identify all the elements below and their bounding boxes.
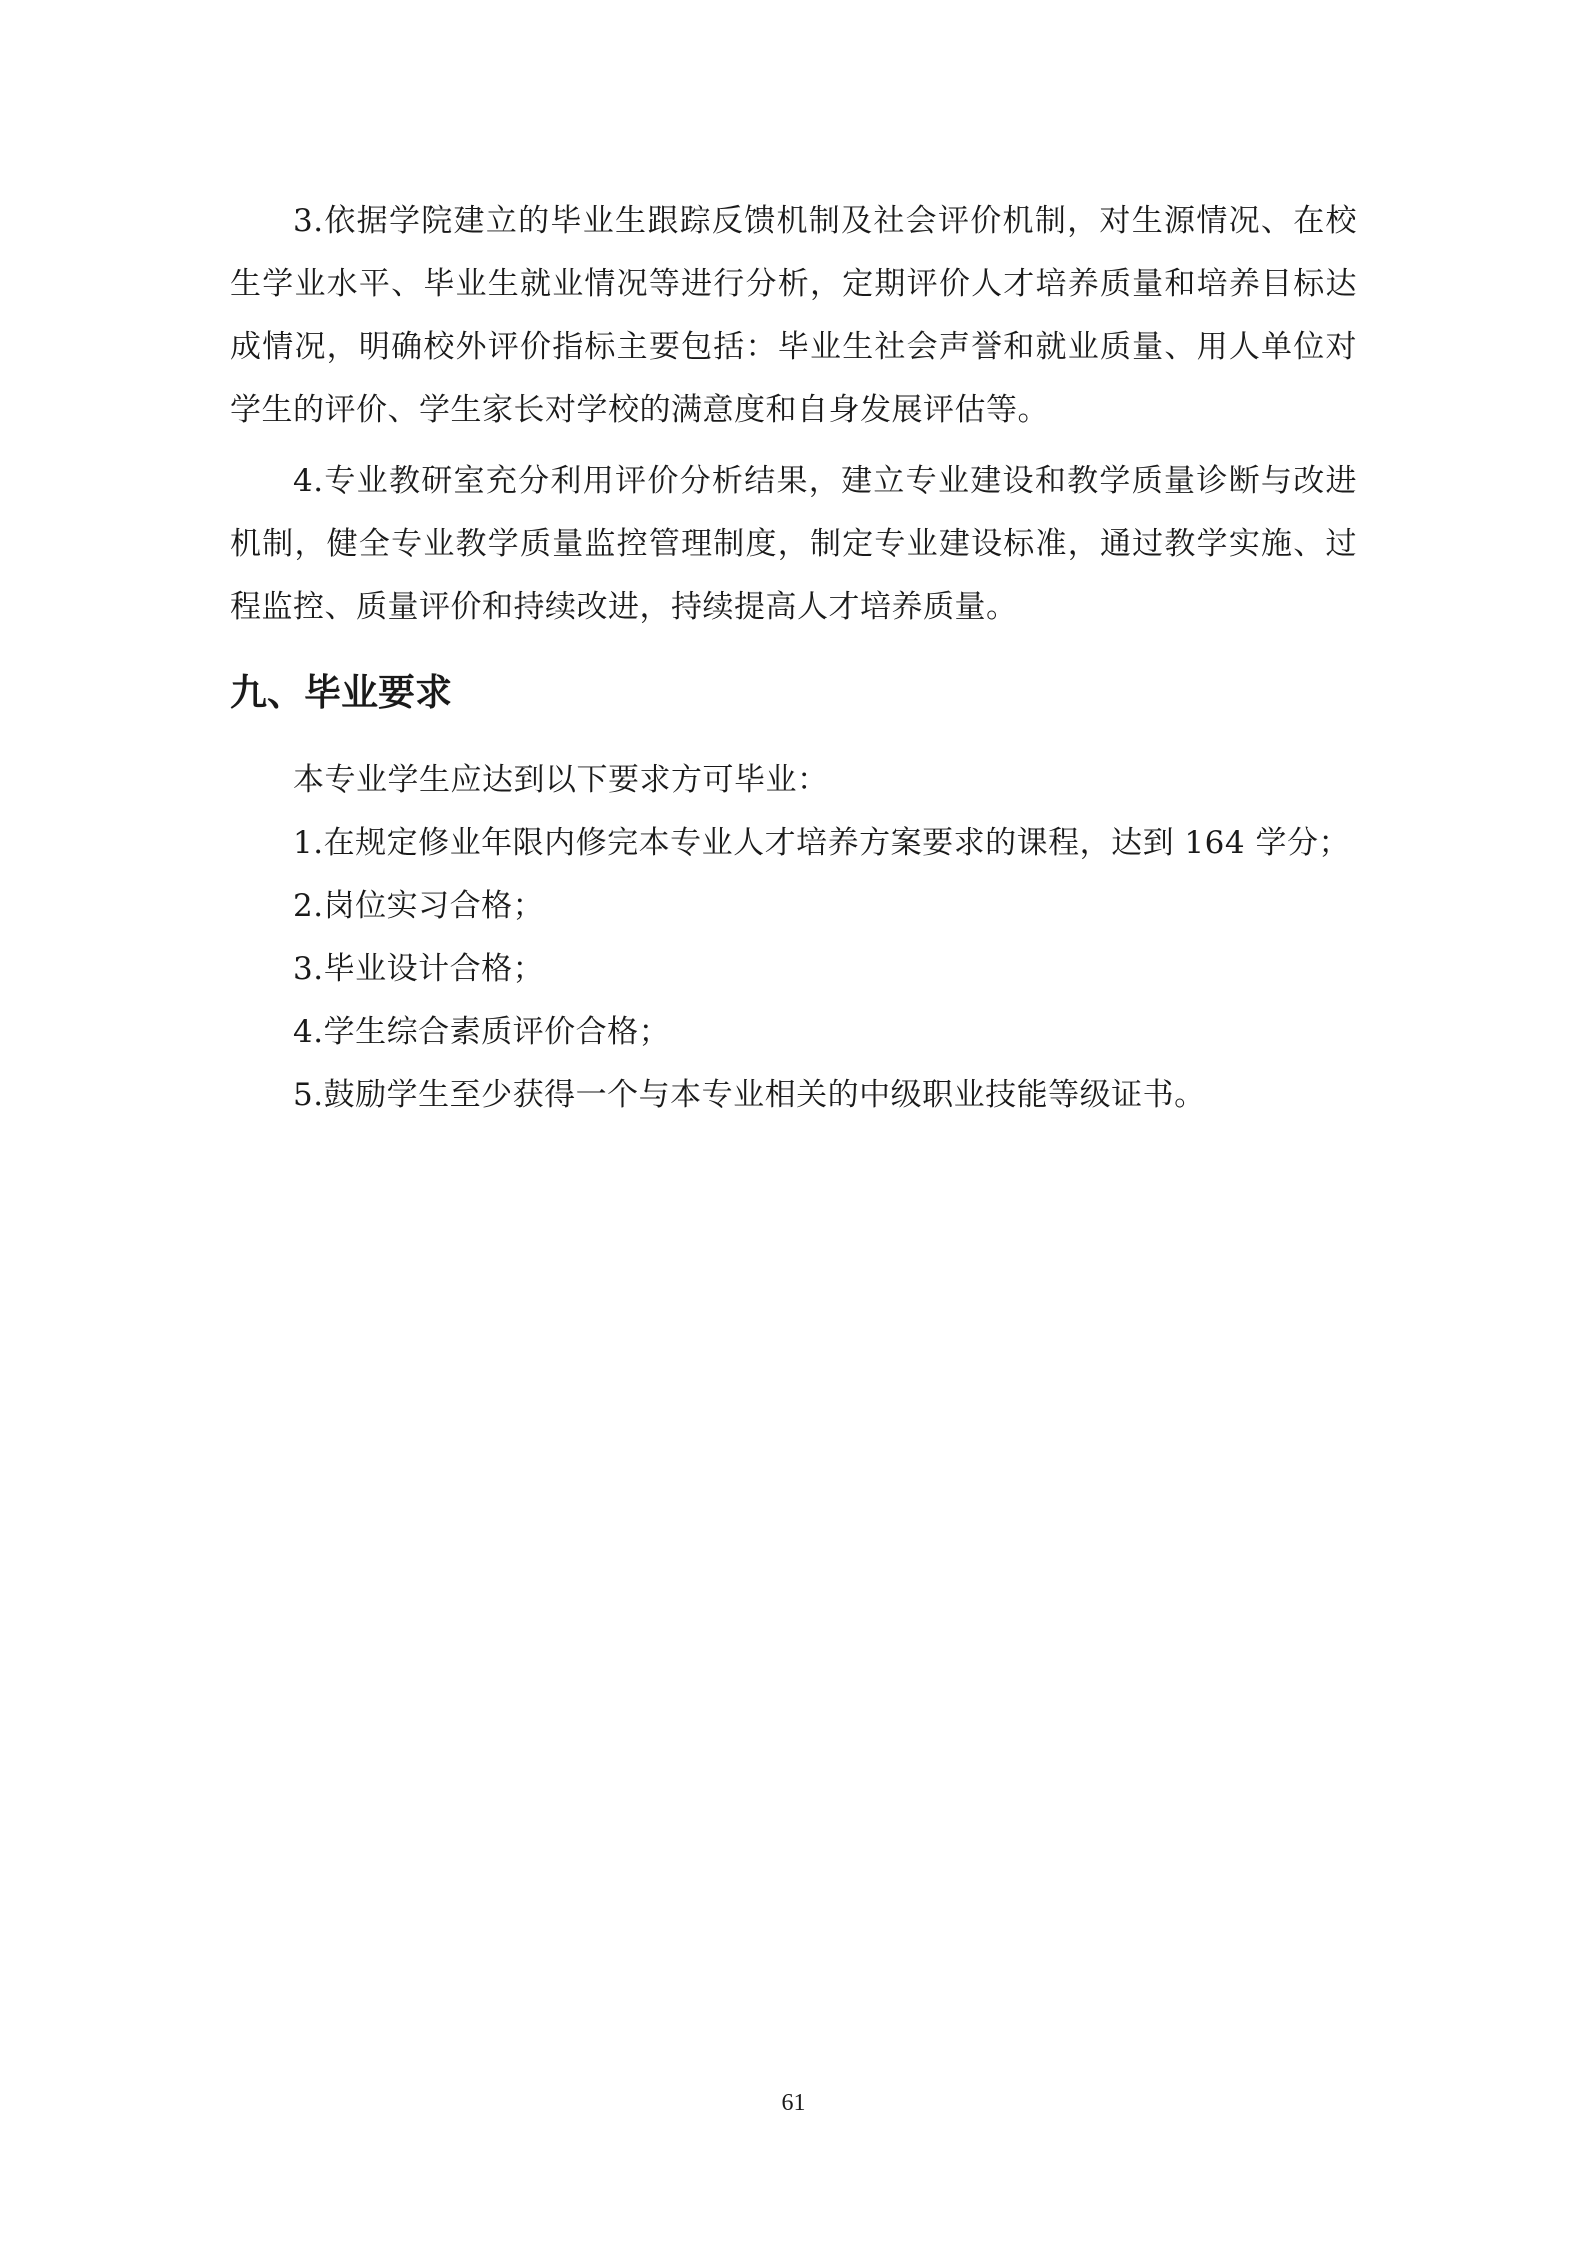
requirement-item-2: 2.岗位实习合格； (293, 888, 545, 924)
document-body (230, 190, 1357, 1127)
requirement-item-5: 5.鼓励学生至少获得一个与本专业相关的中级职业技能等级证书。 (293, 1077, 1206, 1113)
page-number: 61 (781, 2090, 806, 2116)
requirement-item-4: 4.学生综合素质评价合格； (293, 1014, 671, 1050)
paragraph-evaluation-mechanism: 3.依据学院建立的毕业生跟踪反馈机制及社会评价机制，对生源情况、在校生学业水平、毕业生就业情况等进行分析，定期评价人才培养质量和培养目标达成情况，明确校外评价指标主要包括：毕业生社会声誉和就业质量、用人单位对学生的评价、学生家长对学校的满意度和自身发展评估等。 (230, 203, 1357, 428)
paragraph-quality-improvement: 4.专业教研室充分利用评价分析结果，建立专业建设和教学质量诊断与改进机制，健全专业教学质量监控管理制度，制定专业建设标准，通过教学实施、过程监控、质量评价和持续改进，持续提高人才培养质量。 (230, 463, 1357, 625)
requirement-item-1: 1.在规定修业年限内修完本专业人才培养方案要求的课程，达到 164 学分； (293, 825, 1350, 861)
section-heading-graduation-requirements: 九、毕业要求 (230, 671, 452, 714)
requirements-intro: 本专业学生应达到以下要求方可毕业： (293, 762, 829, 798)
requirement-item-3: 3.毕业设计合格； (293, 951, 545, 987)
